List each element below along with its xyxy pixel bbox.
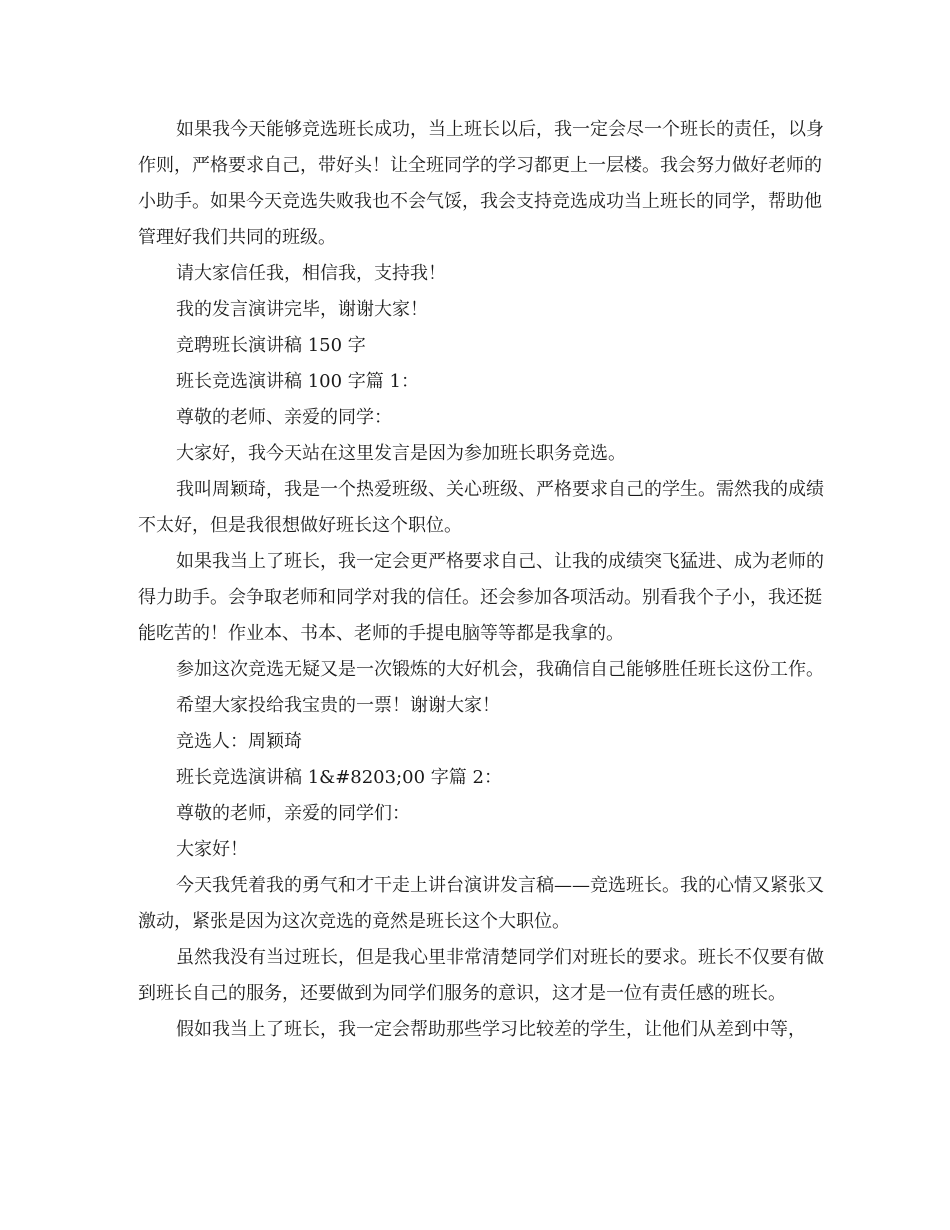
paragraph-greeting-2: 大家好！ xyxy=(176,839,248,860)
paragraph-requirements: 虽然我没有当过班长，但是我心里非常清楚同学们对班长的要求。班长不仅要有做到班长自己的服务，还要做到为同学们服务的意识，这才是一位有责任感的班长。 xyxy=(138,947,824,1004)
paragraph-closing-thanks: 我的发言演讲完毕，谢谢大家！ xyxy=(176,299,428,320)
section-heading-100-part1: 班长竞选演讲稿 100 字篇 1： xyxy=(176,371,419,392)
section-heading-100-part2: 班长竞选演讲稿 1&#8203;00 字篇 2： xyxy=(176,767,502,788)
paragraph-if-elected-2: 假如我当上了班长，我一定会帮助那些学习比较差的学生，让他们从差到中等， xyxy=(176,1019,806,1040)
paragraph-opportunity: 参加这次竞选无疑又是一次锻炼的大好机会，我确信自己能够胜任班长这份工作。 xyxy=(176,659,824,680)
salutation-1: 尊敬的老师、亲爱的同学： xyxy=(176,407,392,428)
paragraph-vote-request: 希望大家投给我宝贵的一票！谢谢大家！ xyxy=(176,695,500,716)
paragraph-greeting-1: 大家好，我今天站在这里发言是因为参加班长职务竞选。 xyxy=(176,443,626,464)
candidate-signature: 竞选人：周颖琦 xyxy=(176,731,302,752)
paragraph-if-elected-1: 如果我当上了班长，我一定会更严格要求自己、让我的成绩突飞猛进、成为老师的得力助手。会争取老师和同学对我的信任。还会参加各项活动。别看我个子小，我还挺能吃苦的！作业本、书本、老师的手提电脑等等都是我拿的。 xyxy=(138,551,824,644)
paragraph-self-intro: 我叫周颖琦，我是一个热爱班级、关心班级、严格要求自己的学生。需然我的成绩不太好，但是我很想做好班长这个职位。 xyxy=(138,479,824,536)
document-body xyxy=(138,112,828,1048)
section-heading-150: 竞聘班长演讲稿 150 字 xyxy=(176,335,366,356)
paragraph-trust-request: 请大家信任我，相信我，支持我！ xyxy=(176,263,446,284)
paragraph-courage: 今天我凭着我的勇气和才干走上讲台演讲发言稿——竞选班长。我的心情又紧张又激动，紧张是因为这次竞选的竟然是班长这个大职位。 xyxy=(138,875,824,932)
paragraph-campaign-promise: 如果我今天能够竞选班长成功，当上班长以后，我一定会尽一个班长的责任，以身作则，严格要求自己，带好头！让全班同学的学习都更上一层楼。我会努力做好老师的小助手。如果今天竞选失败我也不会气馁，我会支持竞选成功当上班长的同学，帮助他管理好我们共同的班级。 xyxy=(138,119,824,248)
salutation-2: 尊敬的老师，亲爱的同学们： xyxy=(176,803,410,824)
